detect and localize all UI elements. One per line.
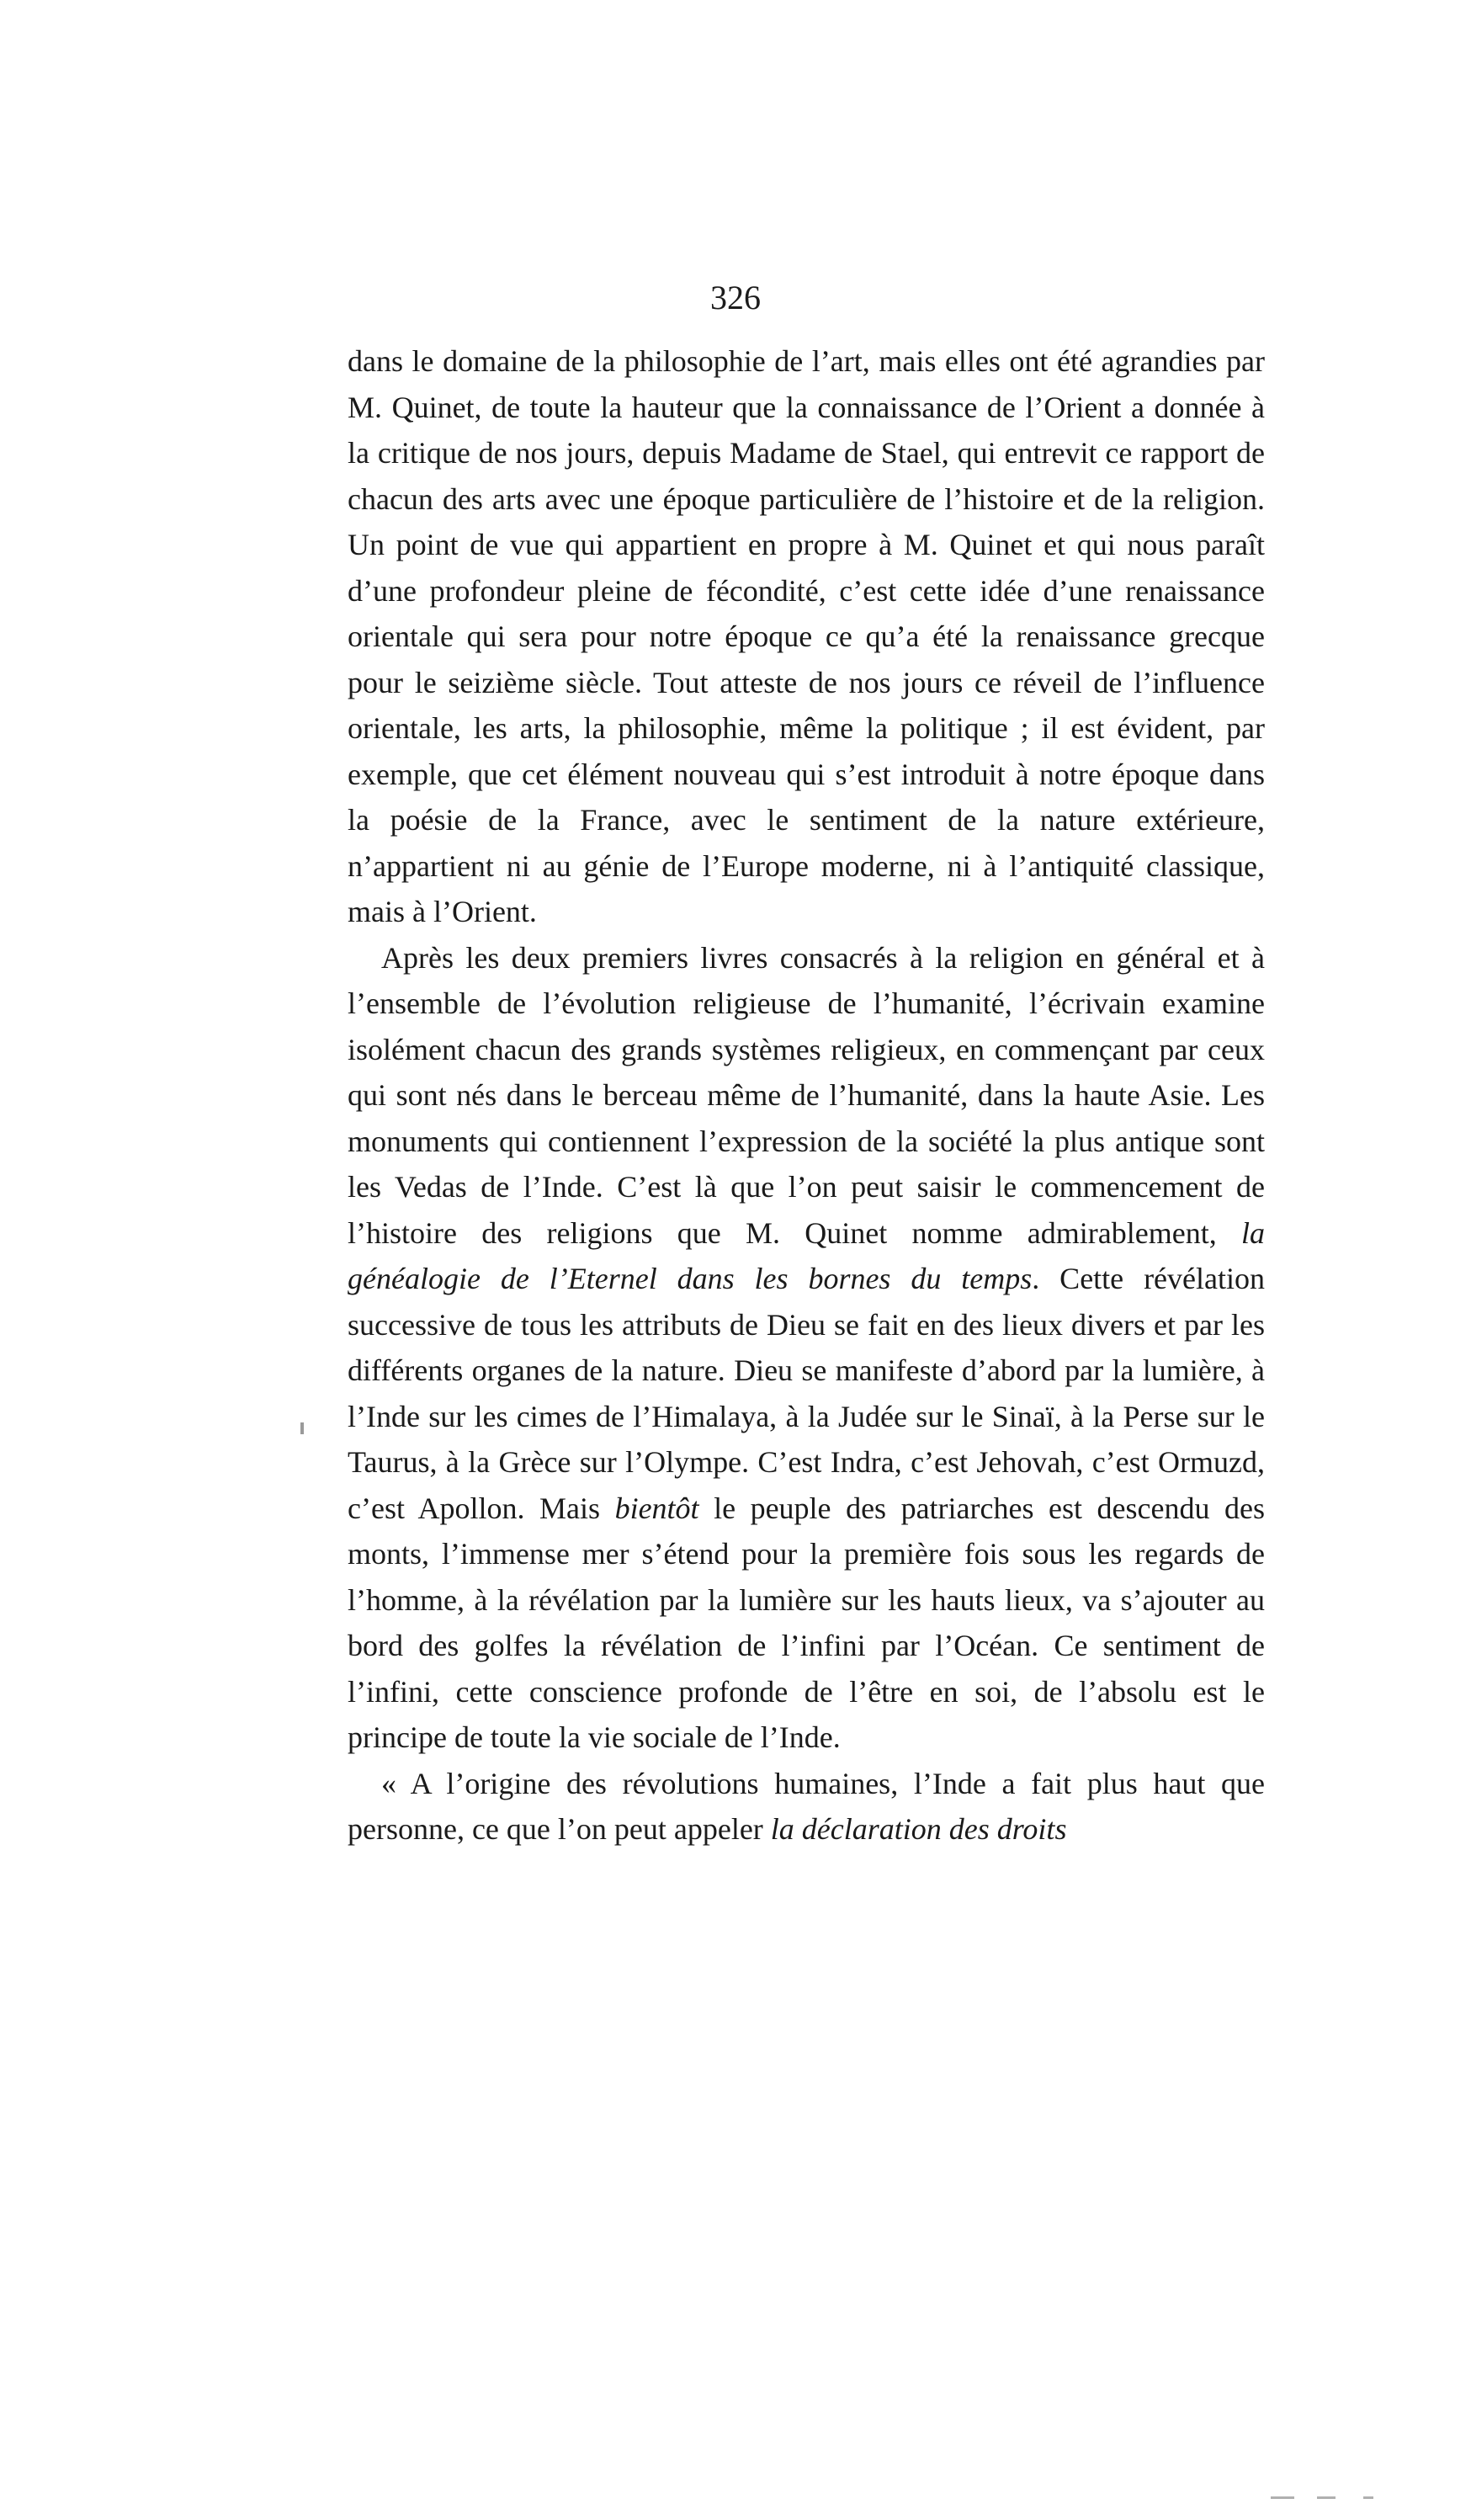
margin-mark — [300, 1422, 304, 1434]
paragraph-2-italic-bientot: bientôt — [614, 1491, 699, 1525]
bottom-edge-mark — [1271, 2496, 1294, 2499]
body-text — [348, 338, 1265, 1853]
paragraph-2-text-b: . Cette révélation successive de tous les attributs de Dieu se fait en des lieux divers et par les différents organes de la nature. Dieu se manifeste d’abord par la lumière, à l’Inde sur les cimes de l’Himalaya, à la Judée sur le Sinaï, à la Perse sur le Taurus, à la Grèce sur l’Olympe. C’est Indra, c’est Jehovah, c’est Ormuzd, c’est Apollon. Mais — [348, 1262, 1265, 1525]
paragraph-2-italic-genealogie: la généalogie de l’Eternel dans les bornes du temps — [348, 1215, 1265, 1295]
paragraph-2-text-c: le peuple des patriarches est descendu des monts, l’immense mer s’étend pour la première fois sous les regards de l’homme, à la révélation par la lumière sur les hauts lieux, va s’ajouter au bord des golfes la révélation de l’infini par l’Océan. Ce sentiment de l’infini, cette conscience profonde de l’être en soi, de l’absolu est le principe de toute la vie sociale de l’Inde. — [348, 1491, 1265, 1754]
paragraph-3-text: « A l’origine des révolutions humaines, l’Inde a fait plus haut que personne, ce que l’on peut appeler — [348, 1766, 1265, 1846]
paragraph-2-text-a: Après les deux premiers livres consacrés à la religion en général et à l’ensemble de l’évolution religieuse de l’humanité, l’écrivain examine isolément chacun des grands systèmes religieux, en commençant par ceux qui sont nés dans le berceau même de l’humanité, dans la haute Asie. Les monuments qui contiennent l’expression de la société la plus antique sont les Vedas de l’Inde. C’est là que l’on peut saisir le commencement de l’histoire des religions que M. Quinet nomme admirablement, — [348, 940, 1265, 1250]
page-number: 326 — [710, 279, 761, 316]
bottom-edge-mark — [1363, 2496, 1373, 2499]
paragraph-1-text: dans le domaine de la philosophie de l’art, mais elles ont été agrandies par M. Quinet, de toute la hauteur que la connaissance de l’Orient a donnée à la critique de nos jours, depuis Madame de Stael, qui entrevit ce rapport de chacun des arts avec une époque particulière de l’histoire et de la religion. Un point de vue qui appartient en propre à M. Quinet et qui nous paraît d’une profondeur pleine de fécondité, c’est cette idée d’une renaissance orientale qui sera pour notre époque ce qu’a été la renaissance grecque pour le seizième siècle. Tout atteste de nos jours ce réveil de l’influence orientale, les arts, la philosophie, même la politique ; il est évident, par exemple, que cet élément nouveau qui s’est introduit à notre époque dans la poésie de la France, avec le sentiment de la nature extérieure, n’appartient ni au génie de l’Europe moderne, ni à l’antiquité classique, mais à l’Orient. — [348, 344, 1265, 928]
paragraph-1 — [348, 338, 1265, 935]
bottom-edge-mark — [1317, 2496, 1336, 2499]
paragraph-3-italic-declaration: la déclaration des droits — [770, 1812, 1067, 1846]
paragraph-2 — [348, 935, 1265, 1761]
paragraph-3 — [348, 1761, 1265, 1853]
